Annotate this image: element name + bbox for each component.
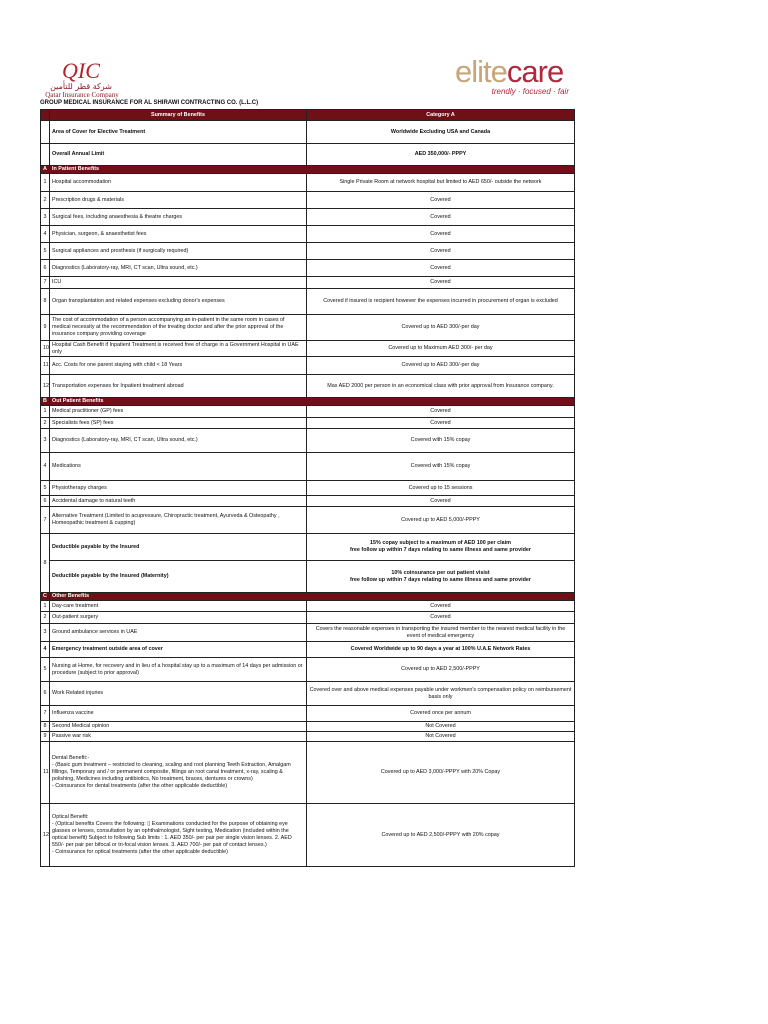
deductible-follow-up: free follow up within 7 days relating to same illness and same provider — [350, 547, 531, 553]
outpatient-row — [41, 406, 575, 418]
benefit-description: Prescription drugs & materials — [50, 192, 307, 209]
benefit-value: Covered — [307, 277, 575, 289]
benefit-description: ICU — [50, 277, 307, 289]
benefit-value: Max AED 2000 per person in an economical class with prior approval from Insurance company. — [307, 375, 575, 398]
benefit-value: Covered up to AED 2,500/-PPPY — [307, 658, 575, 682]
other-benefit-row — [41, 732, 575, 742]
deductible-row — [41, 534, 575, 561]
row-number: 5 — [41, 243, 50, 260]
benefit-description: Out-patient surgery — [50, 612, 307, 624]
qic-logo-mark — [50, 60, 112, 82]
deductible-label: Deductible payable by the Insured — [50, 534, 307, 561]
section-title: Out Patient Benefits — [50, 398, 575, 406]
benefit-value: Covered up to AED 5,000/-PPPY — [307, 507, 575, 534]
header-summary: Summary of Benefits — [50, 110, 307, 121]
benefit-description: Specialists fees (SP) fees — [50, 418, 307, 429]
other-benefit-row — [41, 722, 575, 732]
other-benefit-row — [41, 642, 575, 658]
deductible-value — [307, 534, 575, 561]
qic-logo-text: QIC — [62, 60, 100, 82]
row-number: 4 — [41, 642, 50, 658]
row-number: 3 — [41, 624, 50, 642]
row-number: 4 — [41, 453, 50, 481]
benefit-value: Covered — [307, 406, 575, 418]
row-number: 12 — [41, 804, 50, 867]
dental-line: - Coinsurance for dental treatments (after the other applicable deductible) — [52, 783, 227, 789]
optical-line: Optical Benefit: — [52, 814, 89, 820]
row-number: 11 — [41, 742, 50, 804]
inpatient-row — [41, 209, 575, 226]
other-benefit-row — [41, 601, 575, 612]
benefit-value: Covered — [307, 496, 575, 507]
elitecare-word-b: care — [506, 54, 564, 89]
benefit-description: Day-care treatment — [50, 601, 307, 612]
benefit-value: Covered if insured is recipient however the expenses incurred in procurement of organ is excluded — [307, 289, 575, 315]
optical-line: - (Optical benefits Covers the following: ▯ Examinations conducted for the purpose of obtaining eye glasses or lenses, consultation by an ophthalmologist, Sight testing, Medication (included within the optical benefit) Subject to following Sub limits : 1. AED 350/- per pair per single vision lenses. 2. AED 550/- per pair per bifocal or tri-focal vision lenses. 3. AED 700/- per pair of contact lenses.) — [52, 821, 292, 848]
row-number: 10 — [41, 341, 50, 357]
row-number: 7 — [41, 706, 50, 722]
benefit-description: Hospital accommodation — [50, 174, 307, 192]
benefit-value: Covered Worldwide up to 90 days a year at 100% U.A.E Network Rates — [307, 642, 575, 658]
dental-description — [50, 742, 307, 804]
outpatient-row — [41, 418, 575, 429]
row-number: 2 — [41, 612, 50, 624]
benefit-description: Influenza vaccine — [50, 706, 307, 722]
elitecare-logo — [455, 56, 575, 96]
benefit-description: Surgical appliances and prosthesis (if surgically required) — [50, 243, 307, 260]
deductible-maternity-row — [41, 561, 575, 593]
document-title: GROUP MEDICAL INSURANCE FOR AL SHIRAWI CONTRACTING CO. (L.L.C) — [40, 100, 259, 106]
benefit-description: Ground ambulance services in UAE — [50, 624, 307, 642]
benefit-description: Nursing at Home, for recovery and in lieu of a hospital stay up to a maximum of 14 days per admission or procedure (subject to prior approval) — [50, 658, 307, 682]
qic-logo — [40, 60, 120, 100]
optical-description — [50, 804, 307, 867]
row-number: 1 — [41, 406, 50, 418]
row-number: 12 — [41, 375, 50, 398]
benefit-description: Physician, surgeon, & anaesthetist fees — [50, 226, 307, 243]
benefit-description: Alternative Treatment (Limited to acupressure, Chiropractic treatment, Ayurveda & Osteopathy , Homeopathic treatment & cupping) — [50, 507, 307, 534]
maternity-follow-up: free follow up within 7 days relating to same illness and same provider — [350, 576, 531, 583]
deductible-maternity-label: Deductible payable by the Insured (Maternity) — [50, 561, 307, 593]
row-number: 3 — [41, 209, 50, 226]
row-number: 6 — [41, 496, 50, 507]
outpatient-row — [41, 453, 575, 481]
benefit-description: Medications — [50, 453, 307, 481]
row-number: 8 — [41, 534, 50, 593]
inpatient-row — [41, 243, 575, 260]
benefit-description: Hospital Cash Benefit if Inpatient Treatment is received free of charge in a Government Hospital in UAE only — [50, 341, 307, 357]
section-title: Other Benefits — [50, 593, 575, 601]
inpatient-row — [41, 375, 575, 398]
benefit-value: Covered up to AED 300/-per day — [307, 357, 575, 375]
inpatient-row — [41, 341, 575, 357]
benefit-description: Diagnostics (Laboratory-ray, MRI, CT scan, Ultra sound, etc.) — [50, 260, 307, 277]
benefit-value: Covered once per annum — [307, 706, 575, 722]
benefit-description: Surgical fees, including anaesthesia & theatre charges — [50, 209, 307, 226]
benefit-description: Acc. Costs for one parent staying with child < 18 Years — [50, 357, 307, 375]
inpatient-row — [41, 192, 575, 209]
maternity-coinsurance: 10% coinsurance per out patient visist — [391, 569, 490, 576]
benefit-value: Covered with 15% copay — [307, 429, 575, 453]
benefit-value: Not Covered — [307, 732, 575, 742]
section-letter: B — [41, 398, 50, 406]
elitecare-word-a: elite — [455, 54, 507, 89]
other-benefit-row — [41, 612, 575, 624]
benefit-description: Physiotherapy charges — [50, 481, 307, 496]
row-number: 5 — [41, 658, 50, 682]
outpatient-row — [41, 507, 575, 534]
dental-line: Dental Benefit:- — [52, 755, 90, 761]
benefit-value: Covered over and above medical expenses payable under workmen's compensation policy on reimbursement basis only — [307, 682, 575, 706]
benefit-value: Covered up to Maximum AED 300/- per day — [307, 341, 575, 357]
benefit-value: Covered up to AED 300/-per day — [307, 315, 575, 341]
benefit-description: Diagnostics (Laboratory-ray, MRI, CT scan, Ultra sound, etc.) — [50, 429, 307, 453]
optical-value: Covered up to AED 2,500/-PPPY with 20% copay — [307, 804, 575, 867]
section-a-header — [41, 166, 575, 174]
section-letter: C — [41, 593, 50, 601]
inpatient-row — [41, 357, 575, 375]
other-benefit-row — [41, 706, 575, 722]
row-number: 1 — [41, 174, 50, 192]
area-row — [41, 121, 575, 144]
benefit-description: Organ transplantation and related expenses excluding donor's expenses — [50, 289, 307, 315]
benefit-value: Covers the reasonable expenses in transporting the insured member to the nearest medical facility in the event of medical emergency — [307, 624, 575, 642]
outpatient-row — [41, 481, 575, 496]
section-b-header — [41, 398, 575, 406]
benefit-description: Emergency treatment outside area of cover — [50, 642, 307, 658]
limit-value: AED 350,000/- PPPY — [307, 144, 575, 166]
inpatient-row — [41, 277, 575, 289]
limit-row — [41, 144, 575, 166]
header-num-cell — [41, 110, 50, 121]
dental-line: - (Basic gum treatment – restricted to cleaning, scaling and root planning Teeth Extraction, Amalgam fillings, Temporary and / or permanent composite, fillings an root canal treatment, x-ray, scaling & polishing, Medicines including antibiotics, No treatment, braces, dentures or crowns) — [52, 762, 291, 782]
row-number: 8 — [41, 289, 50, 315]
section-letter: A — [41, 166, 50, 174]
elitecare-wordmark — [455, 56, 575, 88]
row-number: 11 — [41, 357, 50, 375]
benefit-value: Covered — [307, 260, 575, 277]
row-number: 1 — [41, 601, 50, 612]
benefit-description: Transportation expenses for Inpatient treatment abroad — [50, 375, 307, 398]
benefits-table — [40, 109, 575, 867]
row-number: 9 — [41, 315, 50, 341]
optical-row — [41, 804, 575, 867]
benefit-value: Covered — [307, 601, 575, 612]
dental-value: Covered up to AED 3,000/-PPPY with 20% Copay — [307, 742, 575, 804]
row-number: 2 — [41, 418, 50, 429]
limit-label: Overall Annual Limit — [50, 144, 307, 166]
benefit-description: Second Medical opinion — [50, 722, 307, 732]
benefit-value: Covered with 15% copay — [307, 453, 575, 481]
area-value: Worldwide Excluding USA and Canada — [307, 121, 575, 144]
benefit-description: Work Related injuries — [50, 682, 307, 706]
section-title: In Patient Benefits — [50, 166, 575, 174]
inpatient-row — [41, 289, 575, 315]
benefit-value: Covered — [307, 418, 575, 429]
row-number: 3 — [41, 429, 50, 453]
row-number: 7 — [41, 507, 50, 534]
row-number: 5 — [41, 481, 50, 496]
inpatient-row — [41, 226, 575, 243]
row-number: 6 — [41, 682, 50, 706]
row-number: 9 — [41, 732, 50, 742]
row-number: 7 — [41, 277, 50, 289]
benefit-description: Passive war risk — [50, 732, 307, 742]
inpatient-row — [41, 315, 575, 341]
benefit-value: Covered — [307, 192, 575, 209]
inpatient-row — [41, 174, 575, 192]
other-benefit-row — [41, 658, 575, 682]
benefit-value: Covered — [307, 243, 575, 260]
qic-arabic-name: شركة قطر للتأمين — [50, 82, 112, 91]
benefit-value: Covered — [307, 226, 575, 243]
row-number: 2 — [41, 192, 50, 209]
table-header-row — [41, 110, 575, 121]
benefit-value: Single Private Room at network hospital but limited to AED 650/- outside the network — [307, 174, 575, 192]
outpatient-row — [41, 429, 575, 453]
outpatient-row — [41, 496, 575, 507]
benefit-description: Medical practitioner (GP) fees — [50, 406, 307, 418]
inpatient-row — [41, 260, 575, 277]
benefit-description: The cost of accommodation of a person accompanying an in-patient in the same room in cases of medical necessity at the recommendation of the treating doctor and after the prior approval of the insurance company providing coverage — [50, 315, 307, 341]
optical-line: - Coinsurance for optical treatments (after the other applicable deductible) — [52, 849, 228, 855]
deductible-copay: 15% copay subject to a maximum of AED 100 per claim — [370, 540, 511, 546]
dental-row — [41, 742, 575, 804]
qic-company-name: Qatar Insurance Company — [45, 91, 119, 99]
benefit-value: Covered — [307, 612, 575, 624]
benefit-value: Covered up to 15 sessions — [307, 481, 575, 496]
area-label: Area of Cover for Elective Treatment — [50, 121, 307, 144]
other-benefit-row — [41, 682, 575, 706]
benefit-description: Accidental damage to natural teeth — [50, 496, 307, 507]
deductible-maternity-value — [307, 561, 575, 593]
elitecare-tagline: trendly · focused · fair — [491, 87, 569, 96]
benefit-value: Not Covered — [307, 722, 575, 732]
row-number: 8 — [41, 722, 50, 732]
section-c-header — [41, 593, 575, 601]
benefit-value: Covered — [307, 209, 575, 226]
row-number: 6 — [41, 260, 50, 277]
header-category: Category A — [307, 110, 575, 121]
other-benefit-row — [41, 624, 575, 642]
row-number: 4 — [41, 226, 50, 243]
